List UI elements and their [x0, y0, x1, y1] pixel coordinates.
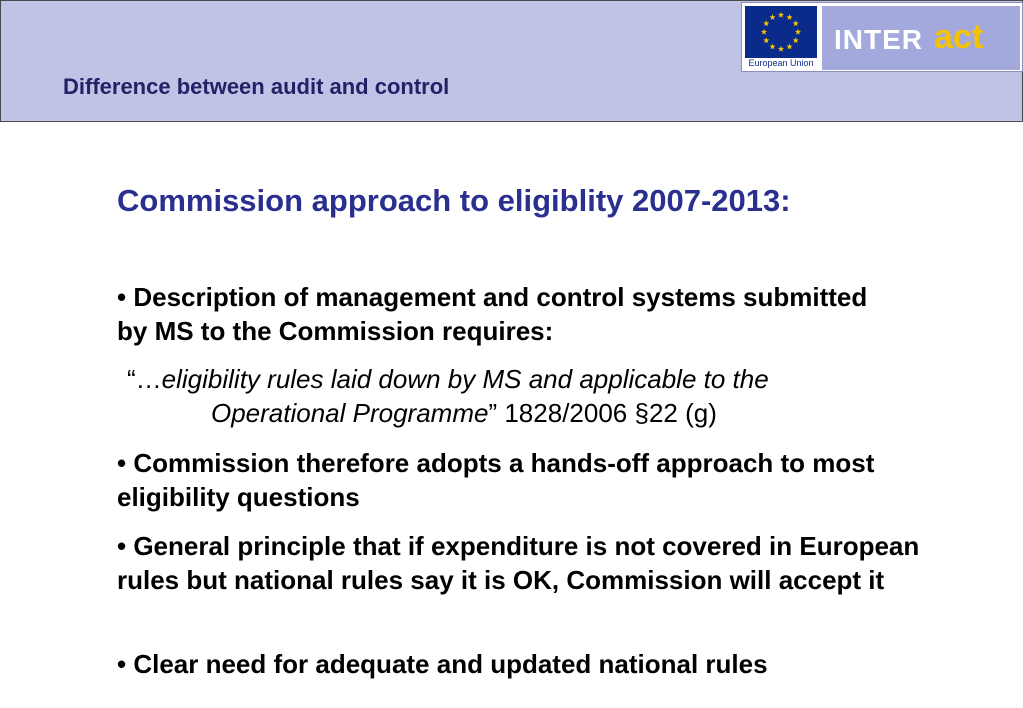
- quote-italic-line2: Operational Programme: [211, 398, 489, 428]
- bullet-description: • Description of management and control systems submitted by MS to the Commission requires:: [117, 282, 868, 346]
- regulation-quote: [127, 362, 927, 430]
- bullet-hands-off: • Commission therefore adopts a hands-off approach to most eligibility questions: [117, 448, 875, 512]
- quote-italic-line1: eligibility rules laid down by MS and applicable to the: [161, 364, 769, 394]
- interact-logo: [822, 6, 1020, 70]
- page-title: Difference between audit and control: [63, 74, 450, 99]
- quote-reference: ” 1828/2006 §22 (g): [488, 398, 717, 428]
- eu-label: European Union: [748, 58, 814, 68]
- slide-heading: Commission approach to eligiblity 2007-2013:: [117, 183, 791, 218]
- slide-header: [0, 0, 1023, 122]
- quote-open-mark: “…: [127, 364, 162, 394]
- logo-block: [741, 2, 1023, 72]
- bullet-clear-need: • Clear need for adequate and updated national rules: [117, 649, 768, 679]
- brand-act-text: act: [934, 18, 984, 56]
- brand-inter-text: INTER: [834, 24, 923, 55]
- bullet-general-principle: • General principle that if expenditure is not covered in European rules but national rules say it is OK, Commission will accept it: [117, 531, 920, 595]
